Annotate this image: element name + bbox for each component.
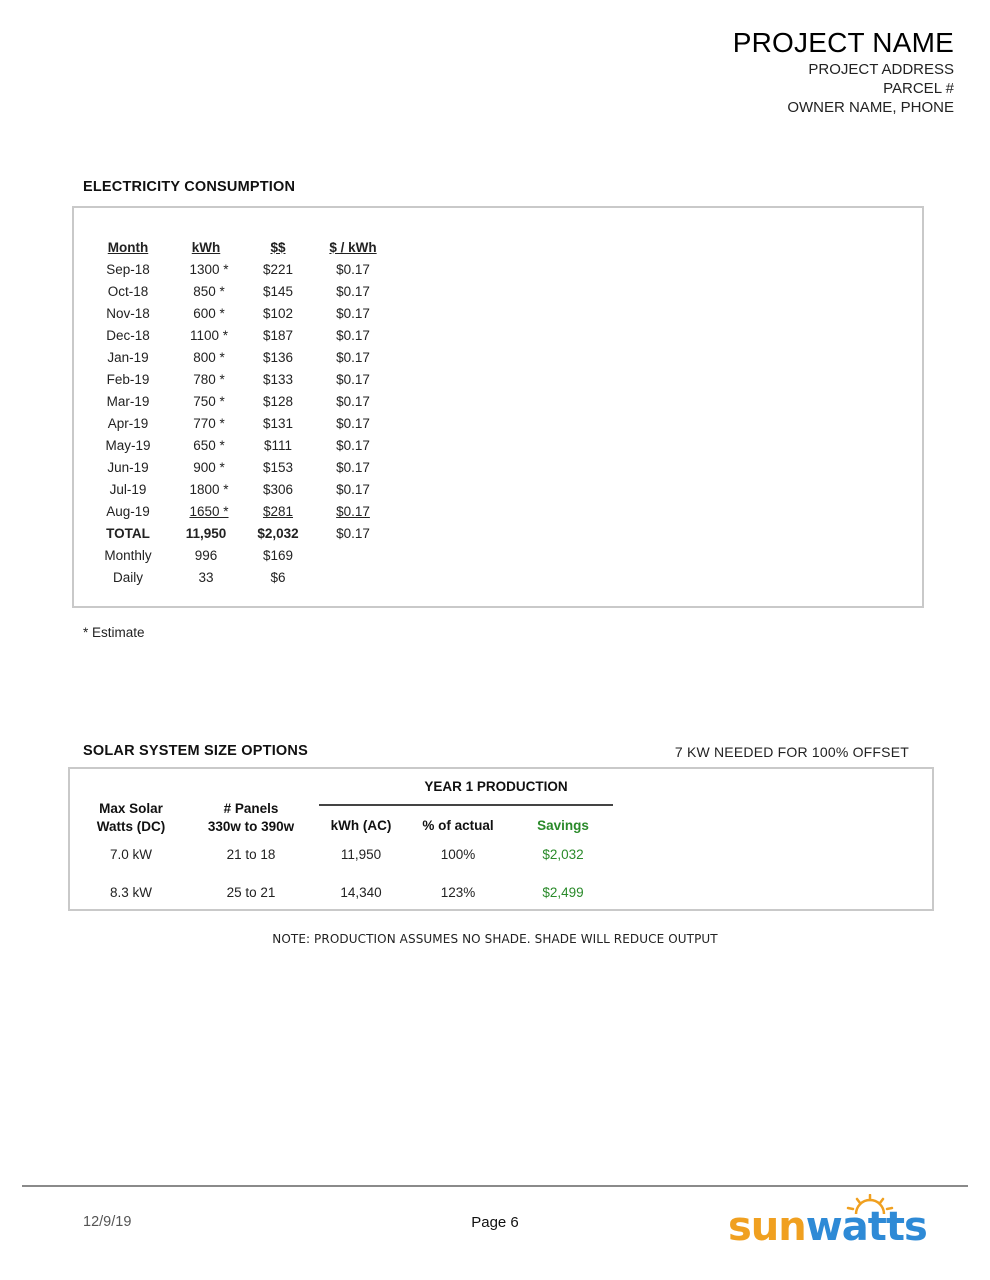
table-row <box>92 346 398 368</box>
table-row <box>92 412 398 434</box>
cell-cost: $136 <box>262 349 294 365</box>
row1-savings: $2,032 <box>542 847 584 862</box>
cell-cost: $102 <box>262 305 294 321</box>
daily-row <box>92 566 398 588</box>
consumption-table <box>92 236 398 588</box>
col-max-watts-line2: Watts (DC) <box>96 819 166 834</box>
cell-rate: $0.17 <box>336 327 370 343</box>
table-row <box>92 324 398 346</box>
solar-title: SOLAR SYSTEM SIZE OPTIONS <box>83 743 308 759</box>
row2-watts: 8.3 kW <box>109 885 152 900</box>
table-row <box>92 390 398 412</box>
row2-pct: 123% <box>440 885 476 900</box>
estimate-footnote: * Estimate <box>83 625 145 640</box>
cell-month: Mar-19 <box>106 393 150 409</box>
total-kwh: 11,950 <box>185 525 227 541</box>
cell-cost: $133 <box>262 371 294 387</box>
logo-watts-text: watts <box>805 1204 927 1250</box>
cell-kwh: 1800 * <box>189 481 229 497</box>
monthly-label: Monthly <box>104 547 152 563</box>
cell-month: Oct-18 <box>107 283 149 299</box>
cell-cost: $128 <box>262 393 294 409</box>
col-rate: $ / kWh <box>329 239 377 255</box>
col-panels <box>194 800 308 836</box>
row1-pct: 100% <box>440 847 476 862</box>
table-row <box>92 368 398 390</box>
cell-month: Nov-18 <box>106 305 150 321</box>
solar-options-box <box>68 767 934 911</box>
cell-rate: $0.17 <box>336 349 370 365</box>
cell-rate: $0.17 <box>336 481 370 497</box>
owner-name-phone: OWNER NAME, PHONE <box>787 99 954 116</box>
cell-month: Apr-19 <box>107 415 149 431</box>
table-row <box>92 478 398 500</box>
table-row <box>92 434 398 456</box>
parcel-number: PARCEL # <box>883 80 954 97</box>
production-divider <box>319 804 613 806</box>
cell-kwh: 1100 * <box>189 327 229 343</box>
cell-cost: $131 <box>262 415 294 431</box>
table-row <box>92 258 398 280</box>
col-cost: $$ <box>270 239 286 255</box>
col-max-watts <box>80 800 182 836</box>
cell-month: Jun-19 <box>107 459 149 475</box>
monthly-kwh: 996 <box>194 547 218 563</box>
consumption-title: ELECTRICITY CONSUMPTION <box>83 179 296 195</box>
cell-month: May-19 <box>105 437 151 453</box>
footer-divider <box>22 1185 968 1187</box>
cell-kwh: 800 * <box>193 349 225 365</box>
cell-rate: $0.17 <box>336 305 370 321</box>
row2-savings: $2,499 <box>542 885 584 900</box>
monthly-row <box>92 544 398 566</box>
cell-kwh: 1650 * <box>189 503 229 519</box>
daily-kwh: 33 <box>198 569 214 585</box>
year1-production-heading: YEAR 1 PRODUCTION <box>424 779 568 794</box>
col-pct-actual: % of actual <box>422 818 494 833</box>
cell-cost: $221 <box>262 261 294 277</box>
row1-watts: 7.0 kW <box>109 847 152 862</box>
cell-month: Dec-18 <box>106 327 150 343</box>
cell-month: Feb-19 <box>106 371 150 387</box>
consumption-box <box>72 206 924 608</box>
project-header <box>733 26 954 117</box>
col-savings: Savings <box>537 818 589 833</box>
row1-panels: 21 to 18 <box>226 847 276 862</box>
cell-cost: $187 <box>262 327 294 343</box>
logo-wordmark <box>728 1204 927 1250</box>
logo-sun-text: sun <box>728 1204 806 1250</box>
col-panels-line1: # Panels <box>223 801 279 816</box>
page-number: Page 6 <box>471 1214 519 1231</box>
table-row <box>92 302 398 324</box>
daily-label: Daily <box>112 569 143 585</box>
row1-kwh: 11,950 <box>340 847 382 862</box>
cell-rate: $0.17 <box>336 415 370 431</box>
total-rate: $0.17 <box>336 525 370 541</box>
cell-kwh: 750 * <box>193 393 225 409</box>
cell-rate: $0.17 <box>336 371 370 387</box>
table-row <box>92 500 398 522</box>
row2-kwh: 14,340 <box>340 885 382 900</box>
total-row <box>92 522 398 544</box>
cell-kwh: 650 * <box>193 437 225 453</box>
table-row <box>92 456 398 478</box>
monthly-cost: $169 <box>262 547 294 563</box>
cell-month: Jul-19 <box>109 481 147 497</box>
footer-date: 12/9/19 <box>83 1214 132 1230</box>
total-label: TOTAL <box>106 525 150 541</box>
production-note: NOTE: PRODUCTION ASSUMES NO SHADE. SHADE WILL REDUCE OUTPUT <box>272 932 718 946</box>
cell-cost: $111 <box>263 437 293 453</box>
table-row <box>92 280 398 302</box>
col-kwh-ac: kWh (AC) <box>330 818 392 833</box>
cell-cost: $145 <box>262 283 294 299</box>
cell-month: Aug-19 <box>106 503 150 519</box>
cell-rate: $0.17 <box>336 261 370 277</box>
project-name: PROJECT NAME <box>732 27 954 58</box>
cell-kwh: 600 * <box>193 305 225 321</box>
row2-panels: 25 to 21 <box>226 885 276 900</box>
col-kwh: kWh <box>191 239 221 255</box>
cell-cost: $306 <box>262 481 294 497</box>
cell-kwh: 780 * <box>193 371 225 387</box>
cell-cost: $281 <box>262 503 294 519</box>
cell-month: Jan-19 <box>107 349 149 365</box>
cell-rate: $0.17 <box>336 459 370 475</box>
cell-month: Sep-18 <box>106 261 150 277</box>
cell-rate: $0.17 <box>336 283 370 299</box>
cell-kwh: 1300 * <box>189 261 229 277</box>
col-panels-line2: 330w to 390w <box>207 819 295 834</box>
cell-rate: $0.17 <box>336 437 370 453</box>
daily-cost: $6 <box>270 569 286 585</box>
cell-rate: $0.17 <box>336 393 370 409</box>
col-max-watts-line1: Max Solar <box>99 801 163 816</box>
project-address: PROJECT ADDRESS <box>808 61 954 78</box>
cell-kwh: 900 * <box>193 459 225 475</box>
cell-rate: $0.17 <box>336 503 370 519</box>
sunwatts-logo <box>728 1194 928 1258</box>
cell-kwh: 770 * <box>193 415 225 431</box>
offset-note: 7 KW NEEDED FOR 100% OFFSET <box>674 744 909 760</box>
col-month: Month <box>107 239 149 255</box>
cell-kwh: 850 * <box>193 283 225 299</box>
cell-cost: $153 <box>262 459 294 475</box>
total-cost: $2,032 <box>257 525 299 541</box>
